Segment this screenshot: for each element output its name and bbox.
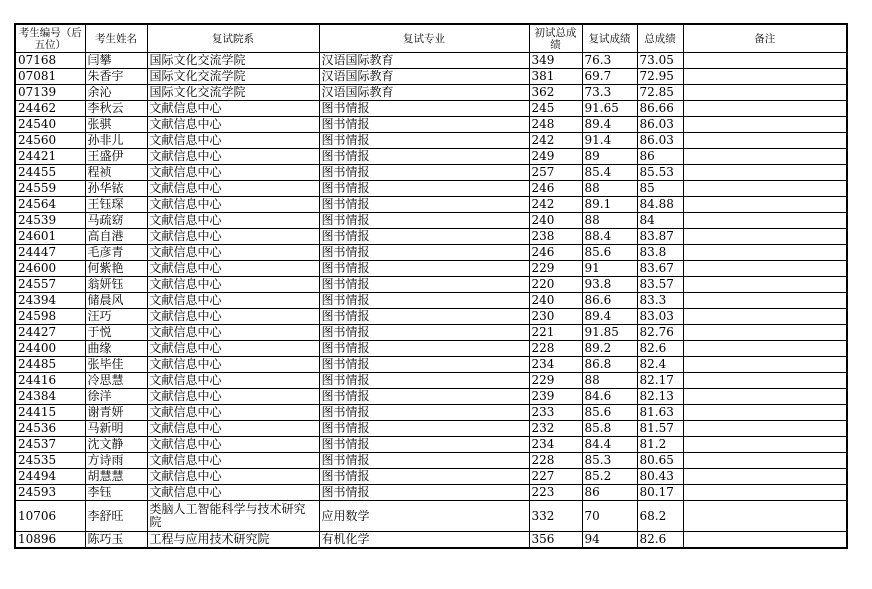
department-cell: 文献信息中心	[147, 469, 319, 485]
note-cell	[683, 101, 847, 117]
retest-score-cell: 85.4	[582, 165, 637, 181]
name-cell: 李钰	[85, 485, 147, 501]
table-row	[15, 133, 847, 149]
name-cell: 谢青妍	[85, 405, 147, 421]
department-cell: 文献信息中心	[147, 293, 319, 309]
table-row	[15, 309, 847, 325]
major-cell: 图书情报	[319, 181, 529, 197]
initial-score-cell: 246	[529, 245, 582, 261]
initial-score-cell: 381	[529, 69, 582, 85]
table-row	[15, 389, 847, 405]
major-cell: 图书情报	[319, 357, 529, 373]
retest-score-cell: 86	[582, 485, 637, 501]
name-cell: 陈巧玉	[85, 532, 147, 549]
candidate-id-cell: 24394	[15, 293, 85, 309]
table-row	[15, 229, 847, 245]
total-score-cell: 82.76	[637, 325, 683, 341]
initial-score-cell: 232	[529, 421, 582, 437]
total-score-cell: 82.13	[637, 389, 683, 405]
department-cell: 文献信息中心	[147, 101, 319, 117]
total-score-cell: 85	[637, 181, 683, 197]
total-score-cell: 86	[637, 149, 683, 165]
retest-score-cell: 84.6	[582, 389, 637, 405]
name-cell: 李秋云	[85, 101, 147, 117]
major-cell: 图书情报	[319, 165, 529, 181]
candidate-id-cell: 24400	[15, 341, 85, 357]
major-cell: 图书情报	[319, 277, 529, 293]
major-cell: 汉语国际教育	[319, 85, 529, 101]
initial-score-cell: 233	[529, 405, 582, 421]
candidate-id-cell: 24559	[15, 181, 85, 197]
retest-score-cell: 88	[582, 373, 637, 389]
major-cell: 图书情报	[319, 341, 529, 357]
department-cell: 工程与应用技术研究院	[147, 532, 319, 549]
major-cell: 图书情报	[319, 213, 529, 229]
note-cell	[683, 149, 847, 165]
total-score-cell: 82.4	[637, 357, 683, 373]
candidate-id-cell: 24384	[15, 389, 85, 405]
table-row	[15, 532, 847, 549]
initial-score-cell: 242	[529, 133, 582, 149]
major-cell: 图书情报	[319, 149, 529, 165]
major-cell: 图书情报	[319, 245, 529, 261]
major-cell: 图书情报	[319, 437, 529, 453]
name-cell: 曲缘	[85, 341, 147, 357]
name-cell: 李舒旺	[85, 501, 147, 532]
retest-score-cell: 88.4	[582, 229, 637, 245]
retest-score-cell: 73.3	[582, 85, 637, 101]
header-candidate-id: 考生编号（后五位）	[15, 24, 85, 53]
total-score-cell: 80.65	[637, 453, 683, 469]
table-row	[15, 501, 847, 532]
note-cell	[683, 357, 847, 373]
initial-score-cell: 234	[529, 437, 582, 453]
name-cell: 朱香宇	[85, 69, 147, 85]
name-cell: 马疏窈	[85, 213, 147, 229]
department-cell: 文献信息中心	[147, 309, 319, 325]
note-cell	[683, 277, 847, 293]
initial-score-cell: 249	[529, 149, 582, 165]
note-cell	[683, 69, 847, 85]
total-score-cell: 83.3	[637, 293, 683, 309]
note-cell	[683, 165, 847, 181]
name-cell: 王钰琛	[85, 197, 147, 213]
candidate-id-cell: 24485	[15, 357, 85, 373]
total-score-cell: 68.2	[637, 501, 683, 532]
retest-score-cell: 85.8	[582, 421, 637, 437]
initial-score-cell: 332	[529, 501, 582, 532]
major-cell: 有机化学	[319, 532, 529, 549]
candidate-id-cell: 10706	[15, 501, 85, 532]
department-cell: 文献信息中心	[147, 485, 319, 501]
candidate-id-cell: 07081	[15, 69, 85, 85]
table-row	[15, 213, 847, 229]
retest-score-cell: 85.2	[582, 469, 637, 485]
note-cell	[683, 117, 847, 133]
initial-score-cell: 246	[529, 181, 582, 197]
retest-score-cell: 70	[582, 501, 637, 532]
retest-score-cell: 89.4	[582, 309, 637, 325]
major-cell: 图书情报	[319, 389, 529, 405]
department-cell: 文献信息中心	[147, 133, 319, 149]
candidate-id-cell: 24540	[15, 117, 85, 133]
retest-score-cell: 88	[582, 213, 637, 229]
table-row	[15, 485, 847, 501]
total-score-cell: 82.17	[637, 373, 683, 389]
major-cell: 图书情报	[319, 133, 529, 149]
retest-score-cell: 91	[582, 261, 637, 277]
initial-score-cell: 228	[529, 341, 582, 357]
total-score-cell: 85.53	[637, 165, 683, 181]
candidate-id-cell: 24564	[15, 197, 85, 213]
name-cell: 方诗雨	[85, 453, 147, 469]
major-cell: 图书情报	[319, 117, 529, 133]
note-cell	[683, 261, 847, 277]
name-cell: 张毕佳	[85, 357, 147, 373]
major-cell: 图书情报	[319, 261, 529, 277]
department-cell: 国际文化交流学院	[147, 69, 319, 85]
initial-score-cell: 248	[529, 117, 582, 133]
note-cell	[683, 325, 847, 341]
department-cell: 文献信息中心	[147, 389, 319, 405]
note-cell	[683, 405, 847, 421]
retest-score-cell: 86.6	[582, 293, 637, 309]
candidate-id-cell: 24462	[15, 101, 85, 117]
department-cell: 类脑人工智能科学与技术研究院	[147, 501, 319, 532]
department-cell: 文献信息中心	[147, 437, 319, 453]
note-cell	[683, 485, 847, 501]
total-score-cell: 86.03	[637, 133, 683, 149]
total-score-cell: 80.17	[637, 485, 683, 501]
total-score-cell: 81.2	[637, 437, 683, 453]
name-cell: 程祯	[85, 165, 147, 181]
initial-score-cell: 221	[529, 325, 582, 341]
retest-score-cell: 89	[582, 149, 637, 165]
total-score-cell: 84	[637, 213, 683, 229]
department-cell: 文献信息中心	[147, 245, 319, 261]
initial-score-cell: 240	[529, 213, 582, 229]
name-cell: 翁妍钰	[85, 277, 147, 293]
retest-score-cell: 94	[582, 532, 637, 549]
name-cell: 何紫艳	[85, 261, 147, 277]
major-cell: 图书情报	[319, 373, 529, 389]
name-cell: 储晨风	[85, 293, 147, 309]
retest-score-cell: 86.8	[582, 357, 637, 373]
major-cell: 图书情报	[319, 453, 529, 469]
candidate-id-cell: 24593	[15, 485, 85, 501]
initial-score-cell: 229	[529, 373, 582, 389]
retest-score-cell: 91.65	[582, 101, 637, 117]
initial-score-cell: 234	[529, 357, 582, 373]
candidate-id-cell: 24427	[15, 325, 85, 341]
note-cell	[683, 197, 847, 213]
table-row	[15, 277, 847, 293]
major-cell: 图书情报	[319, 197, 529, 213]
retest-score-cell: 76.3	[582, 53, 637, 69]
table-row	[15, 405, 847, 421]
major-cell: 图书情报	[319, 101, 529, 117]
table-row	[15, 85, 847, 101]
major-cell: 图书情报	[319, 421, 529, 437]
initial-score-cell: 228	[529, 453, 582, 469]
note-cell	[683, 389, 847, 405]
retest-score-cell: 91.4	[582, 133, 637, 149]
name-cell: 马新明	[85, 421, 147, 437]
department-cell: 文献信息中心	[147, 117, 319, 133]
table-row	[15, 181, 847, 197]
major-cell: 图书情报	[319, 229, 529, 245]
table-row	[15, 149, 847, 165]
initial-score-cell: 223	[529, 485, 582, 501]
department-cell: 文献信息中心	[147, 229, 319, 245]
initial-score-cell: 245	[529, 101, 582, 117]
total-score-cell: 82.6	[637, 341, 683, 357]
table-row	[15, 293, 847, 309]
header-total-score: 总成绩	[637, 24, 683, 53]
name-cell: 高自港	[85, 229, 147, 245]
note-cell	[683, 341, 847, 357]
retest-score-cell: 89.2	[582, 341, 637, 357]
candidate-id-cell: 24539	[15, 213, 85, 229]
candidate-id-cell: 24601	[15, 229, 85, 245]
name-cell: 张骐	[85, 117, 147, 133]
department-cell: 国际文化交流学院	[147, 85, 319, 101]
note-cell	[683, 532, 847, 549]
retest-score-cell: 91.85	[582, 325, 637, 341]
table-row	[15, 53, 847, 69]
initial-score-cell: 349	[529, 53, 582, 69]
total-score-cell: 83.03	[637, 309, 683, 325]
table-row	[15, 421, 847, 437]
note-cell	[683, 501, 847, 532]
note-cell	[683, 229, 847, 245]
table-row	[15, 469, 847, 485]
department-cell: 文献信息中心	[147, 165, 319, 181]
note-cell	[683, 133, 847, 149]
candidate-id-cell: 24557	[15, 277, 85, 293]
total-score-cell: 73.05	[637, 53, 683, 69]
table-row	[15, 357, 847, 373]
department-cell: 文献信息中心	[147, 421, 319, 437]
candidate-id-cell: 24535	[15, 453, 85, 469]
initial-score-cell: 356	[529, 532, 582, 549]
department-cell: 文献信息中心	[147, 197, 319, 213]
candidate-id-cell: 24537	[15, 437, 85, 453]
table-row	[15, 69, 847, 85]
header-major: 复试专业	[319, 24, 529, 53]
department-cell: 文献信息中心	[147, 453, 319, 469]
total-score-cell: 83.87	[637, 229, 683, 245]
candidate-id-cell: 24421	[15, 149, 85, 165]
header-initial-score: 初试总成绩	[529, 24, 582, 53]
candidate-id-cell: 24415	[15, 405, 85, 421]
total-score-cell: 86.03	[637, 117, 683, 133]
note-cell	[683, 293, 847, 309]
candidate-id-cell: 24416	[15, 373, 85, 389]
major-cell: 应用数学	[319, 501, 529, 532]
note-cell	[683, 245, 847, 261]
retest-score-cell: 85.6	[582, 405, 637, 421]
major-cell: 图书情报	[319, 469, 529, 485]
header-name: 考生姓名	[85, 24, 147, 53]
retest-score-cell: 69.7	[582, 69, 637, 85]
candidate-id-cell: 24494	[15, 469, 85, 485]
candidate-id-cell: 07139	[15, 85, 85, 101]
retest-score-cell: 85.3	[582, 453, 637, 469]
retest-score-cell: 84.4	[582, 437, 637, 453]
name-cell: 于悦	[85, 325, 147, 341]
initial-score-cell: 240	[529, 293, 582, 309]
note-cell	[683, 181, 847, 197]
score-table	[14, 23, 848, 549]
note-cell	[683, 53, 847, 69]
table-row	[15, 325, 847, 341]
initial-score-cell: 220	[529, 277, 582, 293]
table-row	[15, 245, 847, 261]
department-cell: 文献信息中心	[147, 373, 319, 389]
total-score-cell: 83.8	[637, 245, 683, 261]
total-score-cell: 81.57	[637, 421, 683, 437]
candidate-id-cell: 10896	[15, 532, 85, 549]
note-cell	[683, 213, 847, 229]
total-score-cell: 83.57	[637, 277, 683, 293]
header-department: 复试院系	[147, 24, 319, 53]
total-score-cell: 83.67	[637, 261, 683, 277]
name-cell: 孙华铱	[85, 181, 147, 197]
initial-score-cell: 238	[529, 229, 582, 245]
retest-score-cell: 93.8	[582, 277, 637, 293]
note-cell	[683, 85, 847, 101]
candidate-id-cell: 24536	[15, 421, 85, 437]
note-cell	[683, 453, 847, 469]
candidate-id-cell: 24600	[15, 261, 85, 277]
candidate-id-cell: 24598	[15, 309, 85, 325]
candidate-id-cell: 24560	[15, 133, 85, 149]
total-score-cell: 72.95	[637, 69, 683, 85]
name-cell: 徐洋	[85, 389, 147, 405]
retest-score-cell: 85.6	[582, 245, 637, 261]
name-cell: 王盛伊	[85, 149, 147, 165]
initial-score-cell: 242	[529, 197, 582, 213]
retest-score-cell: 89.4	[582, 117, 637, 133]
retest-score-cell: 89.1	[582, 197, 637, 213]
initial-score-cell: 257	[529, 165, 582, 181]
department-cell: 文献信息中心	[147, 341, 319, 357]
major-cell: 图书情报	[319, 309, 529, 325]
note-cell	[683, 469, 847, 485]
header-retest-score: 复试成绩	[582, 24, 637, 53]
major-cell: 图书情报	[319, 485, 529, 501]
total-score-cell: 82.6	[637, 532, 683, 549]
initial-score-cell: 362	[529, 85, 582, 101]
table-row	[15, 117, 847, 133]
note-cell	[683, 421, 847, 437]
total-score-cell: 80.43	[637, 469, 683, 485]
table-row	[15, 101, 847, 117]
department-cell: 文献信息中心	[147, 405, 319, 421]
name-cell: 胡慧慧	[85, 469, 147, 485]
total-score-cell: 72.85	[637, 85, 683, 101]
table-row	[15, 341, 847, 357]
table-row	[15, 197, 847, 213]
major-cell: 图书情报	[319, 405, 529, 421]
candidate-id-cell: 24447	[15, 245, 85, 261]
note-cell	[683, 309, 847, 325]
total-score-cell: 86.66	[637, 101, 683, 117]
name-cell: 汪巧	[85, 309, 147, 325]
header-row	[15, 24, 847, 53]
initial-score-cell: 239	[529, 389, 582, 405]
major-cell: 图书情报	[319, 325, 529, 341]
candidate-id-cell: 07168	[15, 53, 85, 69]
total-score-cell: 81.63	[637, 405, 683, 421]
table-row	[15, 453, 847, 469]
table-row	[15, 261, 847, 277]
initial-score-cell: 229	[529, 261, 582, 277]
name-cell: 余沁	[85, 85, 147, 101]
table-row	[15, 373, 847, 389]
total-score-cell: 84.88	[637, 197, 683, 213]
table-row	[15, 165, 847, 181]
retest-score-cell: 88	[582, 181, 637, 197]
name-cell: 冷思慧	[85, 373, 147, 389]
name-cell: 毛彦青	[85, 245, 147, 261]
name-cell: 闫攀	[85, 53, 147, 69]
note-cell	[683, 437, 847, 453]
table-row	[15, 437, 847, 453]
department-cell: 文献信息中心	[147, 325, 319, 341]
major-cell: 汉语国际教育	[319, 53, 529, 69]
department-cell: 文献信息中心	[147, 261, 319, 277]
note-cell	[683, 373, 847, 389]
candidate-id-cell: 24455	[15, 165, 85, 181]
major-cell: 图书情报	[319, 293, 529, 309]
department-cell: 文献信息中心	[147, 149, 319, 165]
department-cell: 文献信息中心	[147, 213, 319, 229]
department-cell: 文献信息中心	[147, 357, 319, 373]
header-note: 备注	[683, 24, 847, 53]
department-cell: 文献信息中心	[147, 277, 319, 293]
department-cell: 文献信息中心	[147, 181, 319, 197]
name-cell: 沈文静	[85, 437, 147, 453]
initial-score-cell: 227	[529, 469, 582, 485]
initial-score-cell: 230	[529, 309, 582, 325]
name-cell: 孙非儿	[85, 133, 147, 149]
department-cell: 国际文化交流学院	[147, 53, 319, 69]
major-cell: 汉语国际教育	[319, 69, 529, 85]
